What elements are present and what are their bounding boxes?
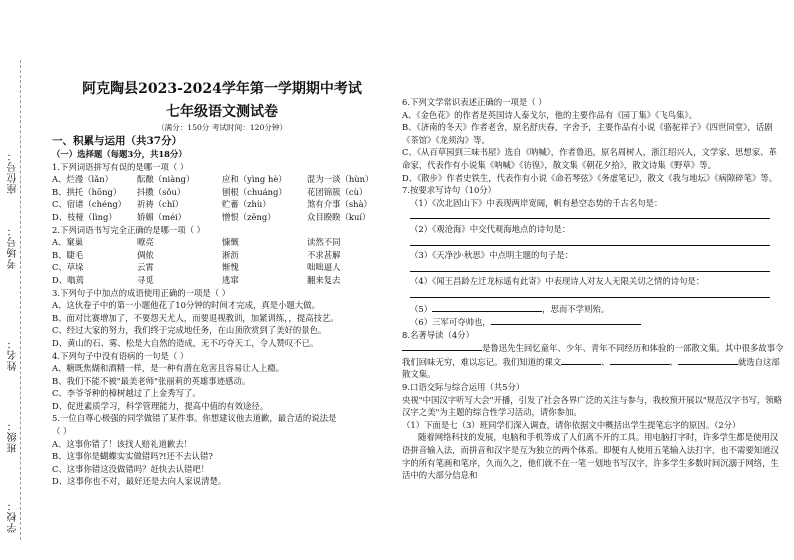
q2-option-row: B、睫毛 倜侬 淅沥 不求甚解 xyxy=(52,249,341,260)
q5-option: D、这事你也不对，最好还是去向人家说清楚。 xyxy=(52,476,227,487)
q2-option-row: A、窠巢 暸亮 慷慨 读然不同 xyxy=(52,237,341,248)
q4-option: A、糖既焦煳和酒精一样，是一种有潜在危害且容易让人上瘾。 xyxy=(52,363,285,374)
binding-dashed-line xyxy=(20,60,22,540)
q9-sub: （1）下面是七（3）班同学们深入调查，请你依据文中概括出学生提笔忘字的原因。（2分） xyxy=(402,419,741,430)
q2-option-row: D、嗡蔫 寻觅 逃窜 翻来复去 xyxy=(52,274,341,285)
question-5: 5.一位自尊心极强的同学做错了某件事。你想建议他去道歉，最合适的说法是 xyxy=(52,413,337,424)
question-1: 1.下列词语拼写有误的是哪一项（ ） xyxy=(52,161,189,172)
right-column xyxy=(402,96,784,482)
q4-option: C、李爷爷种的樟树越过了上金秀写了。 xyxy=(52,388,201,399)
binding-margin xyxy=(0,0,48,560)
q7-item: （3）《天净沙·秋思》中点明主题的句子是： xyxy=(410,250,573,261)
q7-item: （4）《闻王昌龄左迁龙标遥有此寄》中表现诗人对友人无限关切之情的诗句是： xyxy=(410,276,705,287)
q7-answer-line xyxy=(402,209,784,223)
q3-option: A、这伙卷子中的第一小题他花了10分钟的时间才完成，真是小题大做。 xyxy=(52,300,320,311)
seat-number-label: 座位号： xyxy=(8,150,19,194)
q8-text: 是鲁迅先生回忆童年、少年、青年不同经历和体验的一部散文集。其中很多故事令我们回味无穷，难以忘记。我们知道的课文 、 、 就选自这部散文集。 xyxy=(402,343,784,380)
question-8: 8.名著导读（4分） xyxy=(402,329,474,340)
left-column xyxy=(52,72,392,488)
question-6: 6.下列文学常识表述正确的一项是（ ） xyxy=(402,97,547,107)
question-3: 3.下列句子中加点的成语使用正确的一项是（ ） xyxy=(52,287,231,298)
school-label: 学校： xyxy=(8,500,19,533)
q7-item: （1）《次北固山下》中表现两岸宽阔，帆有悬空态势的千古名句是： xyxy=(410,197,663,208)
q5-option: B、这事你是蝴蝶实实做错吗?!还不去认错? xyxy=(52,451,213,462)
question-7: 7.按要求写诗句（10分） xyxy=(402,185,497,196)
q6-option: A、《金色花》的作者是英国诗人泰戈尔，他的主要作品有《园丁集》《飞鸟集》。 xyxy=(402,109,697,120)
question-4: 4.下列句子中没有语病的一句是（ ） xyxy=(52,350,189,361)
q9-intro: 央视"中国汉字听写大会"开播，引发了社会各界广泛的关注与参与，我校预开展以"规范汉字书写，领略汉字之美"为主题的综合性学习活动，请你参加。 xyxy=(402,394,783,418)
q7-item-5: （5） ，思而不学则殆。 xyxy=(410,303,610,314)
class-label: 班级： xyxy=(8,420,19,453)
q5-option: A、这事你错了！该找人赔礼道歉去！ xyxy=(52,438,193,449)
q4-option: D、促进素质学习，科学管理能力，提高中值的有效途径。 xyxy=(52,400,269,411)
question-9: 9.口语交际与综合运用（共5分） xyxy=(402,382,525,393)
subsection-heading: （一）选择题（每题3分，共18分） xyxy=(52,149,187,159)
q1-option-row: B、拱托（hōng） 抖擞（sǒu） 刨根（chuáng） 花团锦簇（cù） xyxy=(52,186,368,197)
q7-answer-line xyxy=(402,262,784,276)
q7-answer-line xyxy=(402,288,784,302)
q3-option: B、面对比赛增加了，不要怨天尤人，而要退视教训，加紧训练，，提高技艺。 xyxy=(52,312,339,323)
section-heading: 一、积累与运用（共37分） xyxy=(52,135,183,147)
q5-answer-bracket: （ ） xyxy=(52,426,72,437)
question-2: 2.下列词语书写完全正确的是哪一项（ ） xyxy=(52,224,206,235)
q6-option: C、《从百草园到三味书屋》选自《呐喊》，作者鲁迅，原名周树人，浙江绍兴人，文学家、思想家、革命家，代表作有小说集《呐喊》《彷徨》，散文集《朝花夕拾》，散文诗集《野草》等。 xyxy=(402,147,777,170)
exam-meta: （满分：150分 考试时间：120分钟） xyxy=(156,123,288,132)
q3-option: C、经过大家的努力，我们终于完成地任务，在山顶欣赏到了美好的景色。 xyxy=(52,325,327,336)
q9-paragraph: 随着网络科技的发展，电脑和手机等成了人们离不开的工具。用电脑打字时，许多学生都是使用汉语拼音输入法，而拼音和汉字是互为独立的两个体系。即便有人使用五笔输入法打字，也不需要知道汉字的所有笔画和笔序，久而久之，他们就不在一笔一划地书写汉字，许多学生多数时间沉溺于网络，生活中的大部分信息和 xyxy=(402,432,779,481)
name-label: 姓名： xyxy=(8,338,19,371)
q1-option-row: D、枝桠（lìng） 娇媚（méi） 憎恨（zēng） 众目睽睽（kuí） xyxy=(52,211,371,222)
exam-title: 阿克陶县2023-2024学年第一学期期中考试 xyxy=(82,81,362,97)
q1-option-row: A、烂漫（lǎn） 酝酿（niàng） 应和（yìng hè） 混为一谈（hùn） xyxy=(52,174,374,185)
q6-option: B、《济南的冬天》作者老舍，原名舒庆春，字舍予，主要作品有小说《骆驼祥子》《四世同堂》，话剧《茶馆》《龙须沟》等。 xyxy=(402,122,773,145)
q2-option-row: C、草垛 云霄 惭愧 咄咄逼人 xyxy=(52,262,341,273)
q1-option-row: C、宿诸（chéng） 祈祷（chǐ） 贮蓄（zhù） 煞有介事（shà） xyxy=(52,199,372,210)
q6-option: D、《散步》作者史铁生，代表作有小说《命若琴弦》《务虚笔记》，散文《我与地坛》《病隙碎笔》等。 xyxy=(402,172,778,183)
q5-option: C、这事你错这没做错吗？赶快去认错吧！ xyxy=(52,463,210,474)
q3-option: D、黄山的石、雾、松是大自然的造成，无不巧夺天工，令人赞叹不已。 xyxy=(52,337,319,348)
q7-item-6: （6）三军可夺帅也， xyxy=(402,315,784,329)
q7-item: （2）《观沧海》中交代观海地点的诗句是： xyxy=(410,223,571,234)
exam-subtitle: 七年级语文测试卷 xyxy=(166,104,278,120)
q7-answer-line xyxy=(402,236,784,250)
exam-room-label: 考场号： xyxy=(8,225,19,269)
q4-option: B、我们不能不被"最美老师"张丽莉的英雄事迹感动。 xyxy=(52,375,251,386)
